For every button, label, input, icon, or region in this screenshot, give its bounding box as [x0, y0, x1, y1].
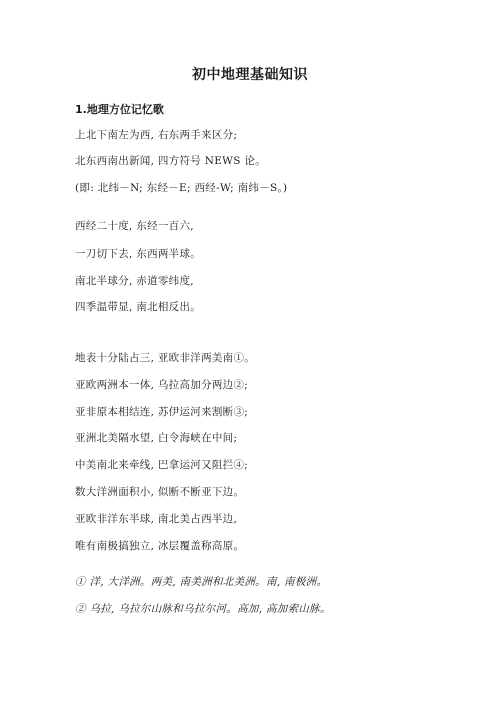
footnote: ② 乌拉, 乌拉尔山脉和乌拉尔河。高加, 高加索山脉。	[75, 603, 331, 615]
poem-line: 四季温带显, 南北相反出。	[75, 301, 202, 313]
poem-line: 地表十分陆占三, 亚欧非洋两美南①。	[75, 352, 256, 364]
poem-line: 西经二十度, 东经一百六,	[75, 220, 194, 232]
footnote: ① 洋, 大洋洲。两美, 南美洲和北美洲。南, 南极洲。	[75, 576, 328, 588]
text-line: (即: 北纬－N; 东经－E; 西经-W; 南纬－S。)	[75, 182, 288, 194]
poem-line: 亚欧非洋东半球, 南北美占西半边,	[75, 513, 238, 525]
poem-line: 亚非原本相结连, 苏伊运河来割断③;	[75, 406, 249, 418]
poem-line: 一刀切下去, 东西两半球。	[75, 248, 202, 260]
poem-line: 唯有南极搞独立, 冰层覆盖称高原。	[75, 540, 245, 552]
section-heading: 1.地理方位记忆歌	[75, 103, 164, 116]
poem-line: 亚洲北美隔水望, 白令海峡在中间;	[75, 432, 238, 444]
text-line: 北东西南出新闻, 四方符号 NEWS 论。	[75, 155, 266, 167]
poem-line: 中美南北来牵线, 巴拿运河又阻拦④;	[75, 459, 249, 471]
text-line: 上北下南左为西, 右东两手来区分;	[75, 129, 238, 141]
page-title: 初中地理基础知识	[192, 67, 308, 83]
poem-line: 亚欧两洲本一体, 乌拉高加分两边②;	[75, 379, 249, 391]
poem-line: 数大洋洲面积小, 似断不断亚下边。	[75, 486, 245, 498]
poem-line: 南北半球分, 赤道零纬度,	[75, 275, 194, 287]
